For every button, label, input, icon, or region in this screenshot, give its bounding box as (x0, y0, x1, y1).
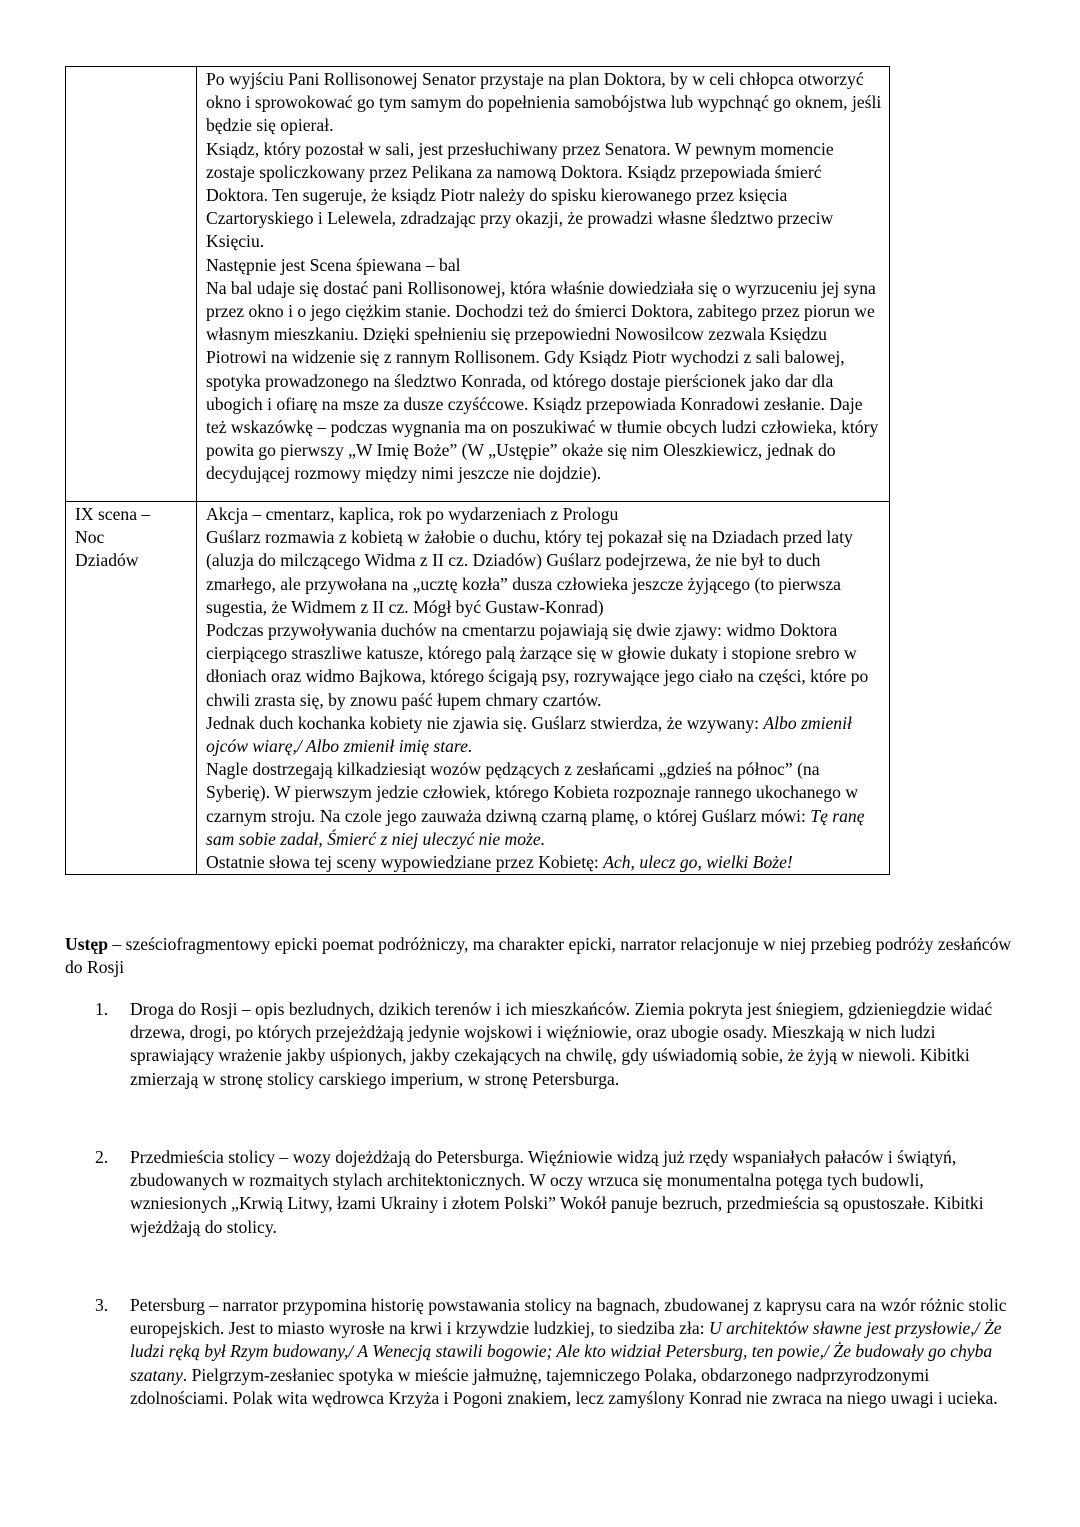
table-row (66, 67, 890, 502)
list-number: 2. (95, 1147, 109, 1167)
text: Ostatnie słowa tej sceny wypowiedziane przez Kobietę: (206, 852, 604, 873)
ustep-intro (65, 933, 1025, 979)
ustep-title: Ustęp (65, 934, 109, 954)
ustep-intro-text: – sześciofragmentowy epicki poemat podróżniczy, ma charakter epicki, narrator relacjonuje w niej przebieg podróży zesłańców do Rosji (65, 934, 1012, 978)
paragraph: Po wyjściu Pani Rollisonowej Senator przystaje na plan Doktora, by w celi chłopca otworzyć okno i sprowokować go tym samym do popełnienia samobójstwa lub wypchnąć go oknem, jeśli będzie się opierał. (206, 69, 882, 136)
paragraph: Akcja – cmentarz, kaplica, rok po wydarzeniach z Prologu (206, 504, 619, 524)
list-text: . Pielgrzym-zesłaniec spotyka w mieście jałmużnę, tajemniczego Polaka, obdarzonego nadprzyrodzonymi zdolnościami. Polak wita wędrowca Krzyża i Pogoni znakiem, lecz zamyślony Konrad nie zwraca na niego uwagi i ucieka. (130, 1364, 998, 1408)
paragraph: Podczas przywoływania duchów na cmentarzu pojawiają się dwie zjawy: widmo Doktora cierpiącego straszliwe katusze, którego palą żarzące się w głowie dukaty i stopione srebro w dłoniach oraz widmo Bajkowa, którego ścigają psy, rozrywające jego ciało na części, które po chwili zrasta się, by znowu paść łupem chmary czartów. (206, 620, 869, 710)
list-item (95, 998, 1020, 1091)
ustep-section (65, 933, 1025, 979)
scene-label-cell (66, 67, 197, 502)
scene-label-line: Noc (75, 527, 105, 548)
table-row (66, 502, 890, 875)
text: Nagle dostrzegają kilkadziesiąt wozów pędzących z zesłańcami „gdzieś na północ” (na Syberię). W pierwszym jedzie człowiek, którego Kobieta rozpoznaje rannego ukochanego w czarnym stroju. Na czole jego zauważa dziwną czarną plamę, o której Guślarz mówi: (206, 759, 859, 826)
list-item (95, 1294, 1020, 1410)
paragraph: Ksiądz, który pozostał w sali, jest przesłuchiwany przez Senatora. W pewnym momencie zostaje spoliczkowany przez Pelikana za namową Doktora. Ksiądz przepowiada śmierć Doktora. Ten sugeruje, że ksiądz Piotr należy do spisku kierowanego przez księcia Czartoryskiego i Lelewela, zdradzając przy okazji, że prowadzi własne śledztwo przeciw Księciu. (206, 138, 834, 252)
paragraph (206, 851, 885, 874)
list-number: 3. (95, 1295, 109, 1315)
paragraph: Na bal udaje się dostać pani Rollisonowej, która właśnie dowiedziała się o wyrzuceniu jej syna przez okno i o jego ciężkim stanie. Dochodzi też do śmierci Doktora, zabitego przez piorun we własnym mieszkaniu. Dzięki spełnieniu się przepowiedni Nowosilcow zezwala Księdzu Piotrowi na widzenie się z rannym Rollisonem. Gdy Ksiądz Piotr wychodzi z sali balowej, spotyka prowadzonego na śledztwo Konrada, od którego dostaje pierścionek jako dar dla ubogich i ofiarę na msze za dusze czyśćcowe. Ksiądz przepowiada Konradowi zesłanie. Daje też wskazówkę – podczas wygnania ma on poszukiwać w tłumie obcych ludzi człowieka, który powita go pierwszy „W Imię Boże” (W „Ustępie” okaże się nim Oleszkiewicz, jednak do decydującej rozmowy między nimi jeszcze nie dojdzie). (206, 277, 879, 484)
quote: Tę ranę sam sobie zadał, Śmierć z niej uleczyć nie może. (206, 805, 865, 849)
list-text: Droga do Rosji – opis bezludnych, dzikich terenów i ich mieszkańców. Ziemia pokryta jest śniegiem, gdzieniegdzie widać drzewa, drogi, po których przejeżdżają jedynie wojskowi i więźniowie, oraz ubogie osady. Mieszkają w nich ludzi sprawiający wrażenie jakby uśpionych, jakby czekających na chwilę, gdy uświadomią sobie, że żyją w niewoli. Kibitki zmierzają w stronę stolicy carskiego imperium, w stronę Petersburga. (130, 999, 993, 1089)
list-text: Petersburg – narrator przypomina historię powstawania stolicy na bagnach, zbudowanej z kaprysu cara na wzór różnic stolic europejskich. Jest to miasto wyrosłe na krwi i krzywdzie ludzkiej, to siedziba zła: (130, 1295, 1007, 1339)
paragraph (206, 758, 885, 851)
scenes-table (65, 66, 890, 875)
list-number: 1. (95, 999, 109, 1019)
quote: Ach, ulecz go, wielki Boże! (603, 852, 793, 873)
list-text: Przedmieścia stolicy – wozy dojeżdżają do Petersburga. Więźniowie widzą już rzędy wspaniałych pałaców i świątyń, zbudowanych w rozmaitych stylach architektonicznych. W oczy wrzuca się monumentalna potęga tych budowli, wzniesionych „Krwią Litwy, łzami Ukrainy i złotem Polski” Wokół panuje bezruch, przedmieścia są opustoszałe. Kibitki wjeżdżają do stolicy. (130, 1147, 984, 1237)
scene-label-line: IX scena – (75, 504, 151, 524)
paragraph (206, 712, 885, 758)
list-item (95, 1146, 1020, 1239)
text: Jednak duch kochanka kobiety nie zjawia się. Guślarz stwierdza, że wzywany: (206, 712, 764, 733)
quote: U architektów sławne jest przysłowie,/ Że ludzi ręką był Rzym budowany,/ A Wenecją stawili bogowie; Ale kto widział Petersburg, ten powie,/ Że budowały go chyba szatany (130, 1318, 1002, 1385)
paragraph: Guślarz rozmawia z kobietą w żałobie o duchu, który tej pokazał się na Dziadach przed laty (aluzja do milczącego Widma z II cz. Dziadów) Guślarz podejrzewa, że nie był to duch zmarłego, ale przywołana na „ucztę kozła” dusza człowieka jeszcze żyjącego (to pierwsza sugestia, że Widmem z II cz. Mógł być Gustaw-Konrad) (206, 527, 853, 617)
quote: Albo zmienił ojców wiarę,/ Albo zmienił imię stare. (206, 712, 852, 757)
scene-label-line: Dziadów (75, 550, 139, 571)
scene-description-cell (197, 67, 890, 502)
scene-description-cell (197, 502, 890, 875)
scene-label-cell (66, 502, 197, 875)
paragraph: Następnie jest Scena śpiewana – bal (206, 254, 461, 275)
